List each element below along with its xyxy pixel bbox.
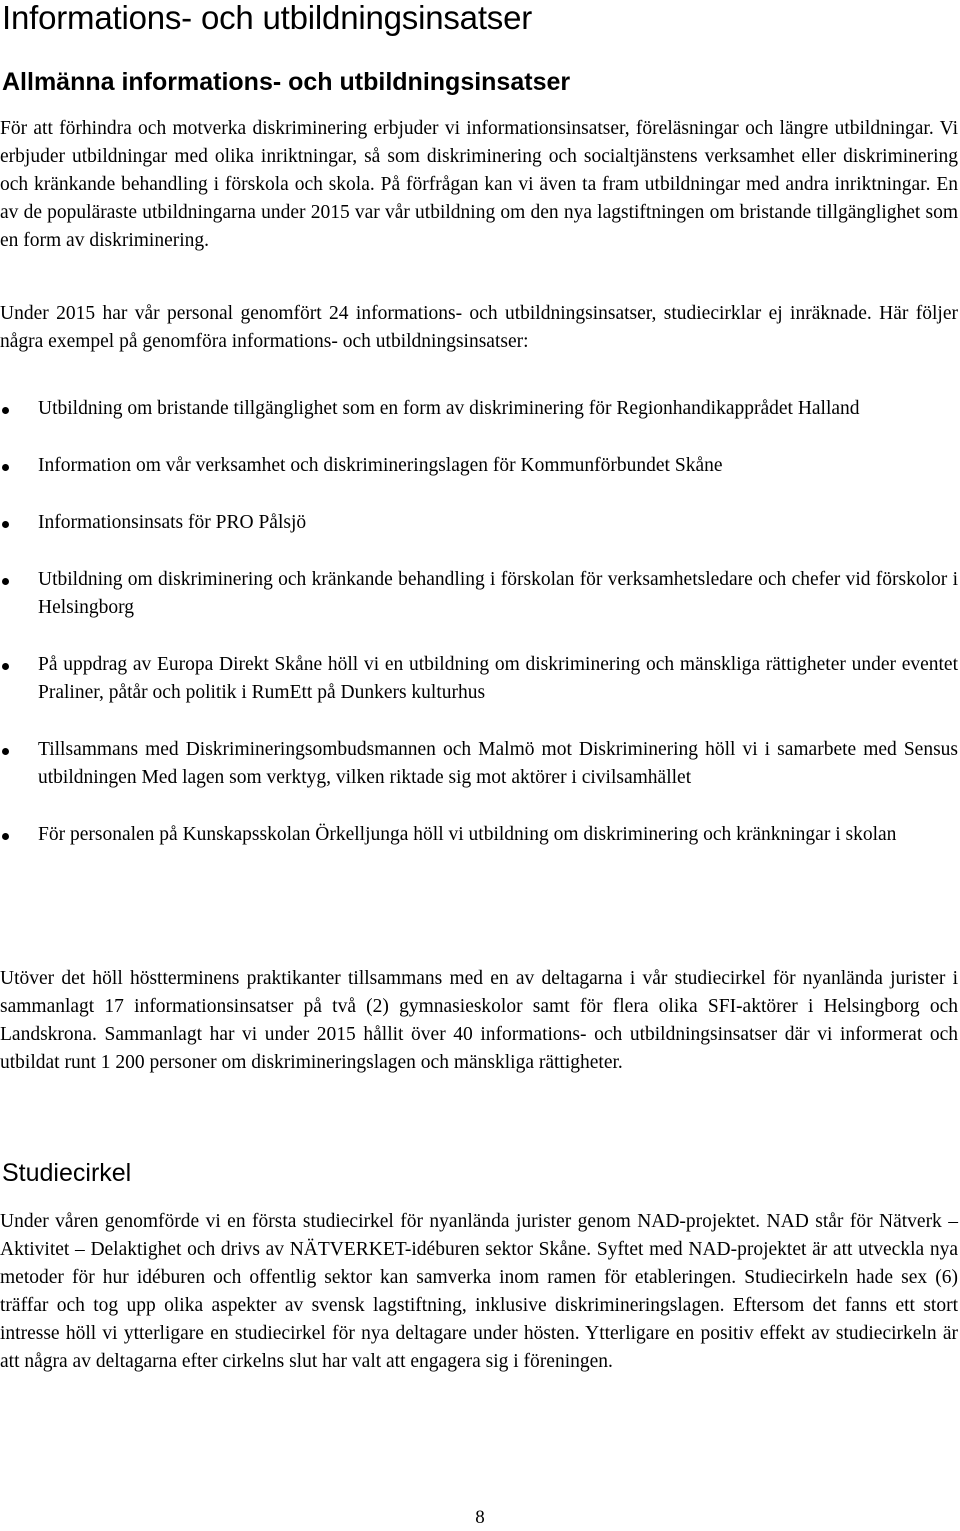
list-item-text: Informationsinsats för PRO Pålsjö bbox=[38, 512, 307, 533]
paragraph-autumn: Utöver det höll höstterminens praktikanter tillsammans med en av deltagarna i vår studiecirkel för nyanlända jurister i sammanlagt 17 informationsinsatser på två (2) gymnasieskolor samt för flera olika SFI-aktörer i Helsingborg och Landskrona. Sammanlagt har vi under 2015 hållit över 40 informations- och utbildningsinsatser där vi informerat och utbildat runt 1 200 personer om diskrimineringslagen och mänskliga rättigheter. bbox=[0, 968, 958, 1073]
list-item bbox=[0, 736, 958, 792]
section-heading-studiecirkel: Studiecirkel bbox=[2, 1159, 132, 1187]
bullet-icon bbox=[2, 833, 9, 840]
paragraph-studiecirkel: Under våren genomförde vi en första studiecirkel för nyanlända jurister genom NAD-projektet. NAD står för Nätverk – Aktivitet – Delaktighet och drivs av NÄTVERKET-idéburen sektor Skåne. Syftet med NAD-projektet är att utveckla nya metoder för hur idéburen och offentlig sektor kan samverka inom ramen för etableringen. Studiecirkeln hade sex (6) träffar och tog upp olika aspekter av svensk lagstiftning, inklusive diskrimineringslagen. Eftersom det fanns ett stort intresse höll vi ytterligare en studiecirkel för nya deltagare under hösten. Ytterligare en positiv effekt av studiecirkeln är att några av deltagarna efter cirkelns slut har valt att engagera sig i föreningen. bbox=[0, 1211, 958, 1372]
list-item-text: Utbildning om bristande tillgänglighet som en form av diskriminering för Regionhandikapprådet Halland bbox=[38, 398, 860, 419]
list-item-text: På uppdrag av Europa Direkt Skåne höll vi en utbildning om diskriminering och mänskliga rättigheter under eventet Praliner, påtår och politik i RumEtt på Dunkers kulturhus bbox=[38, 654, 958, 703]
bullet-icon bbox=[2, 407, 9, 414]
list-item bbox=[0, 509, 958, 537]
list-item bbox=[0, 821, 958, 849]
list-item-text: Tillsammans med Diskrimineringsombudsmannen och Malmö mot Diskriminering höll vi i samarbete med Sensus utbildningen Med lagen som verktyg, vilken riktade sig mot aktörer i civilsamhället bbox=[38, 739, 958, 788]
bullet-icon bbox=[2, 578, 9, 585]
list-item bbox=[0, 651, 958, 707]
list-item-text: För personalen på Kunskapsskolan Örkelljunga höll vi utbildning om diskriminering och kränkningar i skolan bbox=[38, 824, 897, 845]
page-number: 8 bbox=[475, 1507, 485, 1528]
paragraph-intro: För att förhindra och motverka diskriminering erbjuder vi informationsinsatser, föreläsningar och längre utbildningar. Vi erbjuder utbildningar med olika inriktningar, så som diskriminering och socialtjänstens verksamhet eller diskriminering och kränkande behandling i förskola och skola. På förfrågan kan vi även ta fram utbildningar med andra inriktningar. En av de populäraste utbildningarna under 2015 var vår utbildning om den nya lagstiftningen om bristande tillgänglighet som en form av diskriminering. bbox=[0, 118, 958, 251]
examples-list bbox=[0, 395, 958, 878]
paragraph-summary: Under 2015 har vår personal genomfört 24 informations- och utbildningsinsatser, studiecirklar ej inräknade. Här följer några exempel på genomföra informations- och utbildningsinsatser: bbox=[0, 303, 958, 352]
list-item bbox=[0, 395, 958, 423]
bullet-icon bbox=[2, 464, 9, 471]
list-item-text: Utbildning om diskriminering och kränkande behandling i förskolan för verksamhetsledare och chefer vid förskolor i Helsingborg bbox=[38, 569, 958, 618]
bullet-icon bbox=[2, 663, 9, 670]
list-item-text: Information om vår verksamhet och diskrimineringslagen för Kommunförbundet Skåne bbox=[38, 455, 723, 476]
list-item bbox=[0, 566, 958, 622]
bullet-icon bbox=[2, 748, 9, 755]
page-title: Informations- och utbildningsinsatser bbox=[2, 0, 533, 36]
bullet-icon bbox=[2, 521, 9, 528]
list-item bbox=[0, 452, 958, 480]
section-heading-general: Allmänna informations- och utbildningsinsatser bbox=[2, 68, 571, 96]
